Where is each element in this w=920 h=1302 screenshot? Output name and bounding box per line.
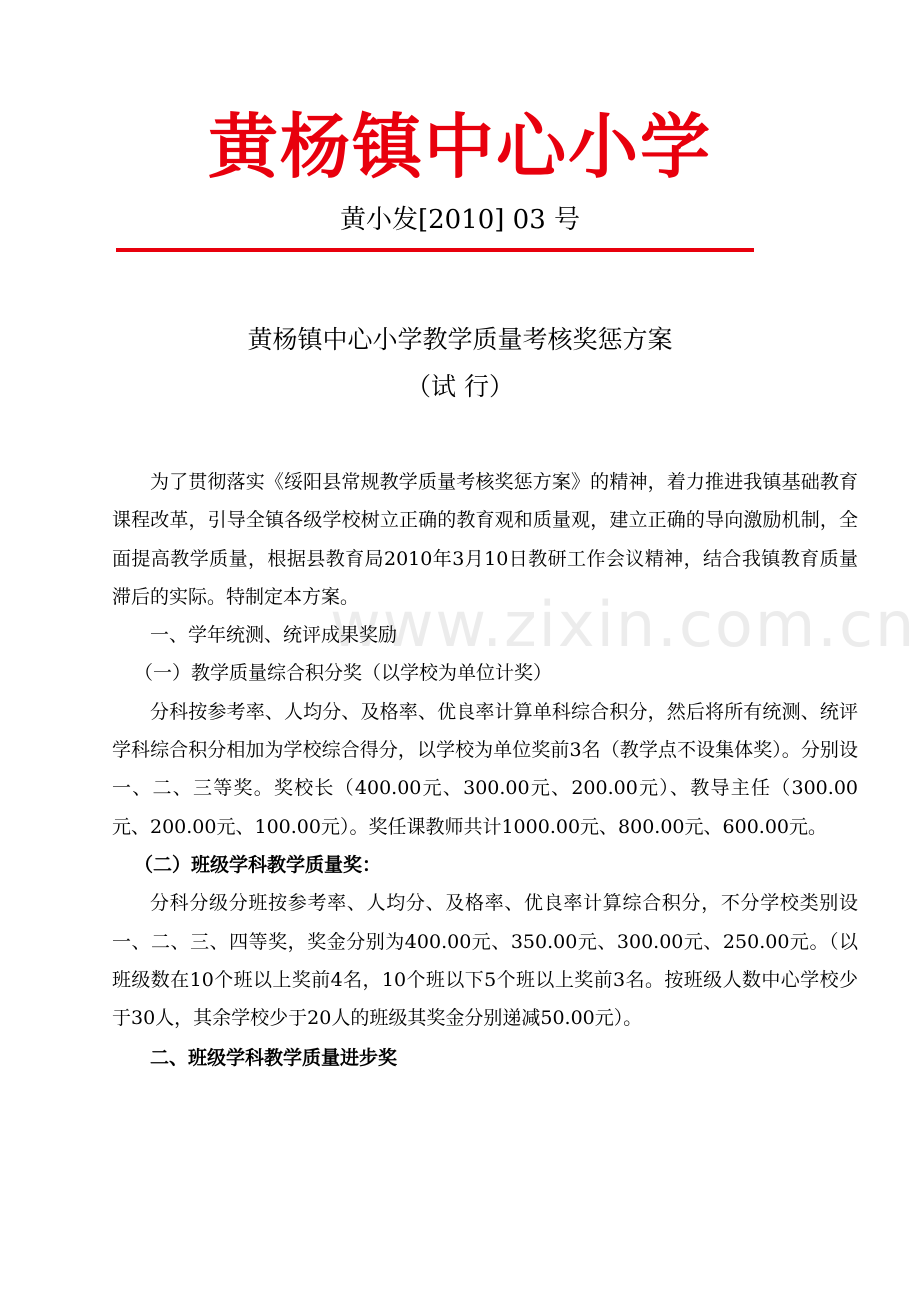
paragraph-class-award: 分科分级分班按参考率、人均分、及格率、优良率计算综合积分，不分学校类别设一、二、三、四等奖，奖金分别为400.00元、350.00元、300.00元、250.00元。（以班级数在10个班以上奖前4名，10个班以下5个班以上奖前3名。按班级人数中心学校少于30人，其余学校少于20人的班级其奖金分别递减50.00元）。 — [112, 892, 858, 1030]
document-number: 黄小发[2010] 03 号 — [339, 205, 581, 235]
subsection-heading-2: （二）班级学科教学质量奖： — [134, 853, 382, 876]
document-title: 黄杨镇中心小学教学质量考核奖惩方案 — [247, 325, 673, 354]
red-divider-line — [116, 248, 754, 252]
school-name-header: 黄杨镇中心小学 — [208, 106, 712, 188]
document-subtitle: （试 行） — [406, 372, 514, 401]
subsection-heading-1: （一）教学质量综合积分奖（以学校为单位计奖） — [134, 662, 553, 685]
document-body — [112, 463, 858, 1078]
watermark: www.zixin.com.cn — [330, 588, 917, 661]
section-heading-2: 二、班级学科教学质量进步奖 — [150, 1047, 398, 1070]
intro-paragraph: 为了贯彻落实《绥阳县常规教学质量考核奖惩方案》的精神，着力推进我镇基础教育课程改革，引导全镇各级学校树立正确的教育观和质量观，建立正确的导向激励机制，全面提高教学质量，根据县教育局2010年3月10日教研工作会议精神，结合我镇教育质量滞后的实际。特制定本方案。 — [112, 471, 858, 608]
paragraph-comprehensive-award: 分科按参考率、人均分、及格率、优良率计算单科综合积分，然后将所有统测、统评学科综合积分相加为学校综合得分，以学校为单位奖前3名（教学点不设集体奖）。分别设一、二、三等奖。奖校长（400.00元、300.00元、200.00元）、教导主任（300.00元、200.00元、100.00元）。奖任课教师共计1000.00元、800.00元、600.00元。 — [112, 700, 858, 838]
section-heading-1: 一、学年统测、统评成果奖励 — [150, 624, 398, 647]
